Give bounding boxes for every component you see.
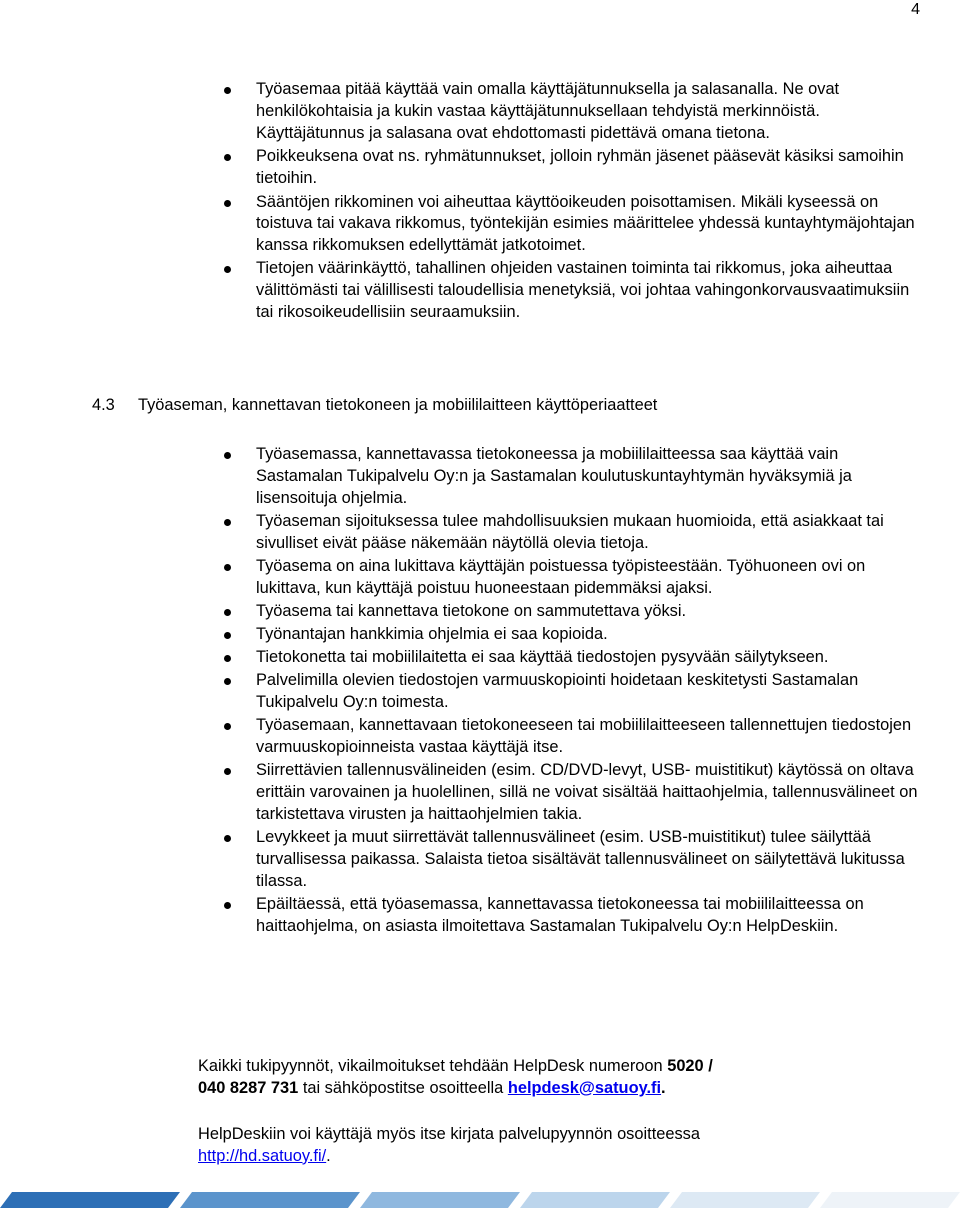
contact-text-middle: tai sähköpostitse osoitteella [298,1078,508,1097]
bullet-icon [224,835,231,842]
list-item-text: Siirrettävien tallennusvälineiden (esim. CD/DVD-levyt, USB- muistitikut) käytössä on oltava erittäin varovainen ja huolellinen, sillä ne voivat sisältää haittaohjelmia, tallennusvälineet on tarkistettava virusten ja haittaohjelmien takia. [256,761,918,823]
bullet-icon [224,519,231,526]
list-item [0,715,960,759]
list-item-text: Poikkeuksena ovat ns. ryhmätunnukset, jolloin ryhmän jäsenet pääsevät käsiksi samoihin tietoihin. [256,147,904,188]
bullet-icon [224,200,231,207]
footer-stripe [180,1192,360,1208]
contact-paragraph [198,1056,938,1099]
list-item [0,624,960,646]
list-item [0,827,960,892]
section-title: Työaseman, kannettavan tietokoneen ja mobiililaitteen käyttöperiaatteet [138,396,658,414]
email-link[interactable]: helpdesk@satuoy.fi [507,1078,662,1097]
bullet-icon [224,632,231,639]
phone-short: 5020 / [667,1057,713,1075]
bullet-icon [224,902,231,909]
self-service-text: HelpDeskiin voi käyttäjä myös itse kirjata palvelupyynnön osoitteessa [198,1125,700,1143]
list-item [0,894,960,938]
footer-stripe [820,1192,960,1208]
list-item-text: Tietojen väärinkäyttö, tahallinen ohjeiden vastainen toiminta tai rikkomus, joka aiheuttaa välittömästi tai välillisesti taloudellisia menetyksiä, voi johtaa vahingonkorvausvaatimuksiin tai rikosoikeudellisiin seuraamuksiin. [256,259,910,322]
bullet-icon [224,609,231,616]
rules-list [0,79,960,324]
bullet-icon [224,678,231,685]
list-item [0,444,960,509]
usage-principles-list [0,444,960,939]
list-item-text: Levykkeet ja muut siirrettävät tallennusvälineet (esim. USB-muistitikut) tulee säilyttää turvallisessa paikassa. Salaista tietoa sisältävät tallennusvälineet on säilytettävä lukitussa tilassa. [256,828,905,890]
url-suffix: . [326,1146,331,1165]
list-item-text: Työaseman sijoituksessa tulee mahdollisuuksien mukaan huomioida, että asiakkaat tai sivulliset eivät pääse näkemään näytöllä olevia tietoja. [256,511,884,552]
bullet-icon [224,87,231,94]
footer-stripe [670,1192,820,1208]
email-suffix: . [661,1078,666,1097]
footer-stripe [520,1192,670,1208]
footer-stripe [0,1192,180,1208]
bullet-icon [224,266,231,273]
list-item [0,192,960,257]
list-item-text: Tietokonetta tai mobiililaitetta ei saa käyttää tiedostojen pysyvään säilytykseen. [256,648,829,667]
list-item-text: Työasemassa, kannettavassa tietokoneessa ja mobiililaitteessa saa käyttää vain Sastamalan Tukipalvelu Oy:n ja Sastamalan koulutuskuntayhtymän hyväksymiä ja lisensoituja ohjelmia. [256,445,852,507]
contact-text: Kaikki tukipyynnöt, vikailmoitukset tehdään HelpDesk numeroon [198,1057,668,1075]
list-item [0,79,960,144]
section-heading [92,394,657,416]
bullet-icon [224,723,231,730]
section-number: 4.3 [92,396,115,414]
bullet-icon [224,564,231,571]
list-item-text: Työasemaan, kannettavaan tietokoneeseen tai mobiililaitteeseen tallennettujen tiedostojen varmuuskopioinneista vastaa käyttäjä itse. [256,716,912,757]
page-number: 4 [911,1,920,18]
footer-stripe [360,1192,520,1208]
bullet-icon [224,452,231,459]
helpdesk-url-link[interactable]: http://hd.satuoy.fi/ [198,1146,327,1165]
bullet-icon [224,655,231,662]
list-item-text: Sääntöjen rikkominen voi aiheuttaa käyttöoikeuden poisottamisen. Mikäli kyseessä on toistuva tai vakava rikkomus, työntekijän esimies määrittelee yhdessä kuntayhtymäjohtajan kanssa rikkomuksen edellyttämät jatkotoimet. [256,192,915,255]
footer-decoration [0,1192,960,1208]
list-item-text: Epäiltäessä, että työasemassa, kannettavassa tietokoneessa tai mobiililaitteessa on haittaohjelma, on asiasta ilmoitettava Sastamalan Tukipalvelu Oy:n HelpDeskiin. [256,894,864,935]
list-item [0,511,960,555]
phone-long: 040 8287 731 [198,1078,299,1097]
list-item [0,647,960,669]
list-item-text: Työnantajan hankkimia ohjelmia ei saa kopioida. [256,624,608,643]
list-item-text: Työasemaa pitää käyttää vain omalla käyttäjätunnuksella ja salasanalla. Ne ovat henkilökohtaisia ja kukin vastaa käyttäjätunnuksellaan tehdyistä merkinnöistä. Käyttäjätunnus ja salasana ovat ehdottomasti pidettävä omana tietona. [256,80,840,142]
list-item-text: Työasema on aina lukittava käyttäjän poistuessa työpisteestään. Työhuoneen ovi on lukittava, kun käyttäjä poistuu huoneestaan pidemmäksi ajaksi. [256,556,866,597]
list-item [0,670,960,714]
list-item [0,760,960,825]
self-service-paragraph [198,1124,938,1167]
list-item [0,556,960,600]
list-item-text: Työasema tai kannettava tietokone on sammutettava yöksi. [256,601,687,620]
list-item-text: Palvelimilla olevien tiedostojen varmuuskopiointi hoidetaan keskitetysti Sastamalan Tukipalvelu Oy:n toimesta. [256,671,859,712]
list-item [0,601,960,623]
bullet-icon [224,154,231,161]
bullet-icon [224,768,231,775]
list-item [0,258,960,323]
list-item [0,146,960,190]
